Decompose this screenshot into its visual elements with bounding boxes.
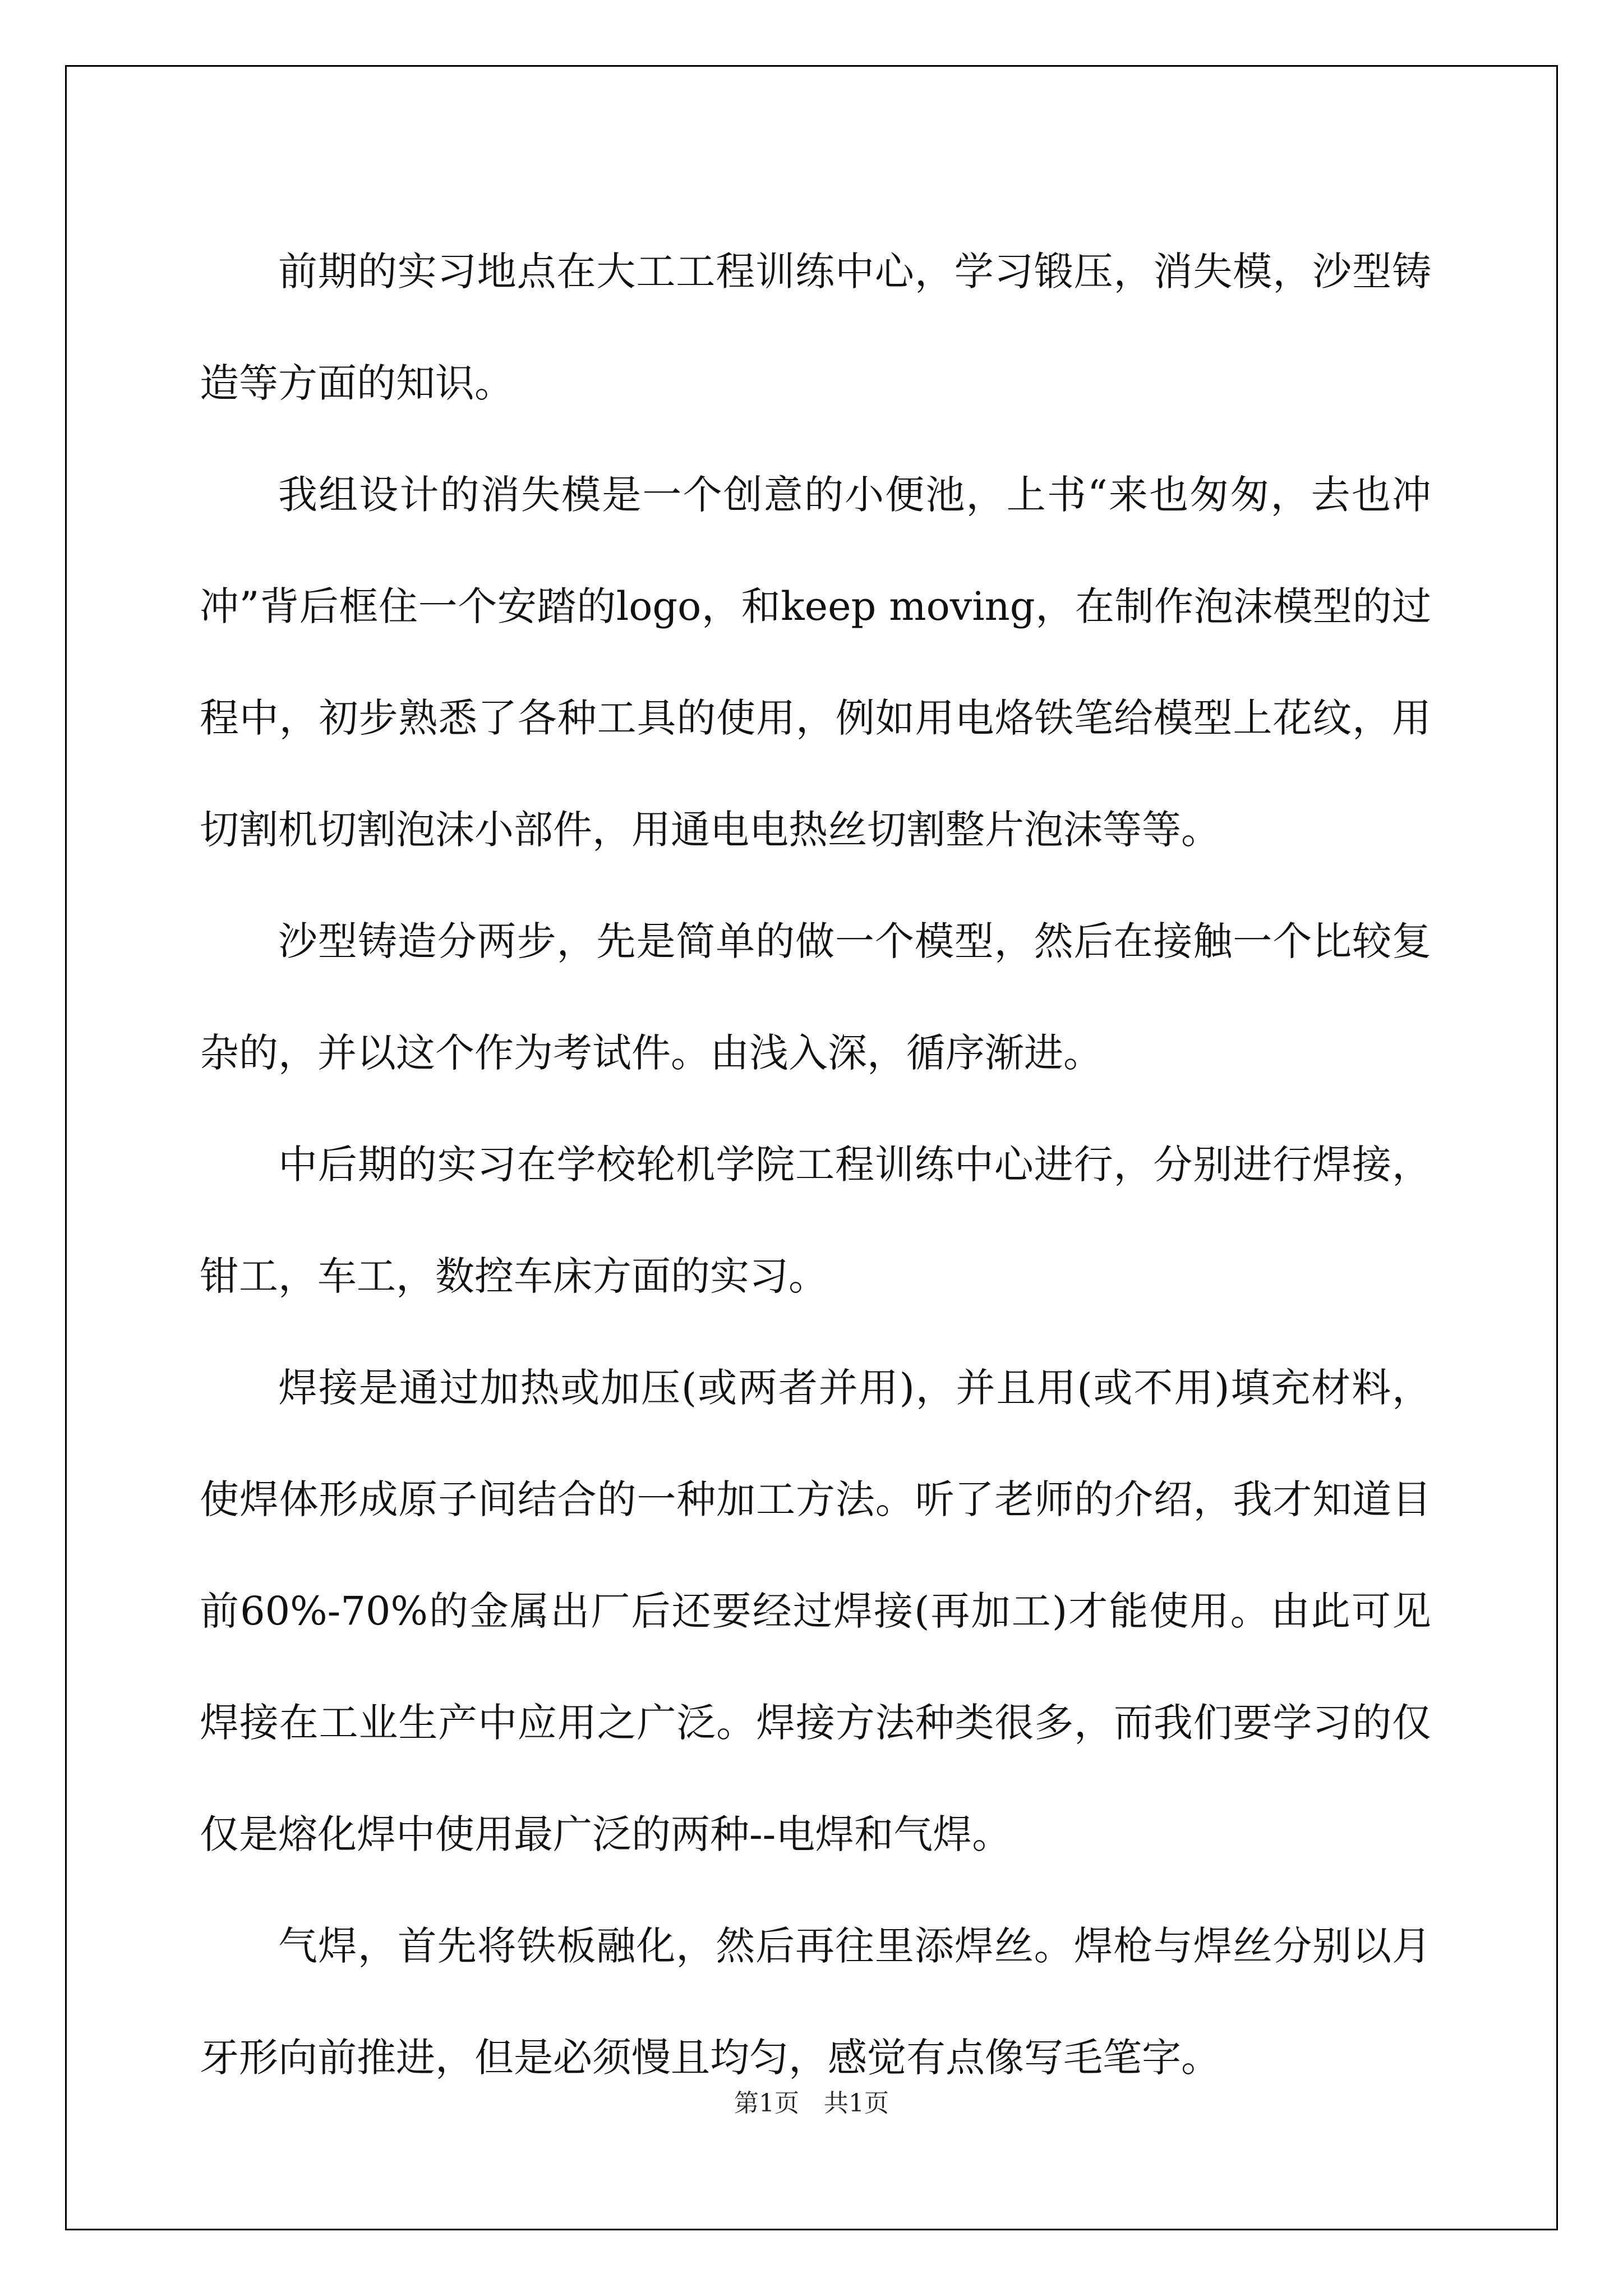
page-footer — [0, 2087, 1623, 2120]
page-number: 第1页 — [734, 2089, 799, 2118]
document-body — [200, 216, 1431, 2114]
paragraph: 中后期的实习在学校轮机学院工程训练中心进行，分别进行焊接，钳工，车工，数控车床方面的实习。 — [200, 1142, 1431, 1299]
paragraph: 焊接是通过加热或加压(或两者并用)，并且用(或不用)填充材料，使焊体形成原子间结合的一种加工方法。听了老师的介绍，我才知道目前60%-70%的金属出厂后还要经过焊接(再加工)才能使用。由此可见焊接在工业生产中应用之广泛。焊接方法种类很多，而我们要学习的仅仅是熔化焊中使用最广泛的两种--电焊和气焊。 — [200, 1365, 1431, 1857]
paragraph: 气焊，首先将铁板融化，然后再往里添焊丝。焊枪与焊丝分别以月牙形向前推进，但是必须慢且均匀，感觉有点像写毛笔字。 — [200, 1923, 1431, 2081]
paragraph: 我组设计的消失模是一个创意的小便池，上书“来也匆匆，去也冲冲”背后框住一个安踏的logo，和keep moving，在制作泡沫模型的过程中，初步熟悉了各种工具的使用，例如用电烙铁笔给模型上花纹，用切割机切割泡沫小部件，用通电电热丝切割整片泡沫等等。 — [200, 472, 1431, 853]
paragraph: 沙型铸造分两步，先是简单的做一个模型，然后在接触一个比较复杂的，并以这个作为考试件。由浅入深，循序渐进。 — [200, 918, 1431, 1076]
page-total: 共1页 — [824, 2089, 889, 2118]
paragraph: 前期的实习地点在大工工程训练中心，学习锻压，消失模，沙型铸造等方面的知识。 — [200, 249, 1431, 406]
